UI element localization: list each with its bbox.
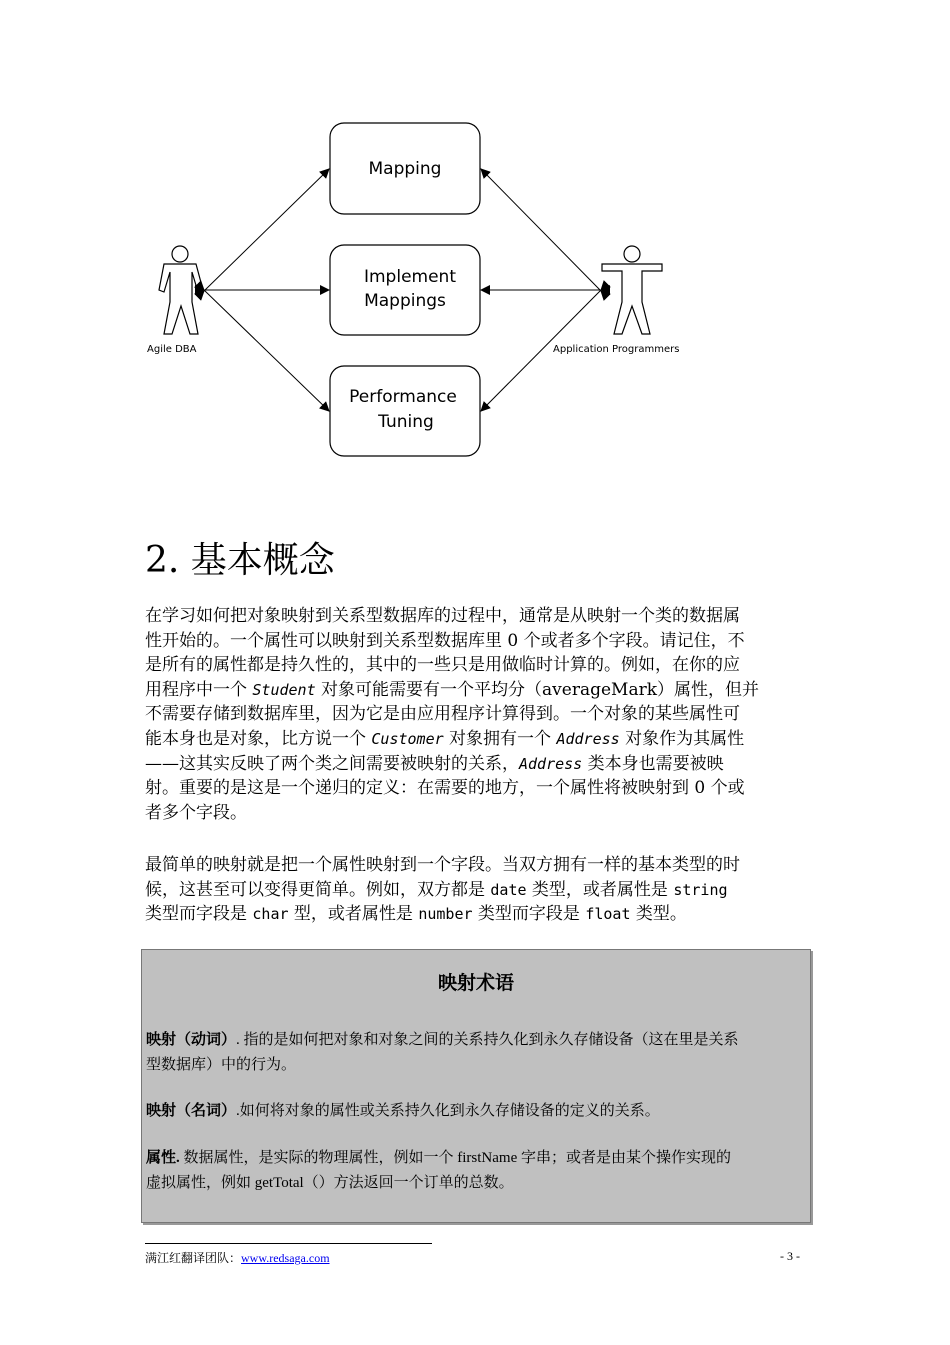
footer-rule	[145, 1243, 432, 1244]
term-property	[146, 1146, 806, 1196]
term-line: 虚拟属性，例如 getTotal（）方法返回一个订单的总数。	[146, 1175, 514, 1191]
footer-link[interactable]: www.redsaga.com	[241, 1251, 330, 1265]
text-run: 类本身也需要被映	[582, 753, 724, 774]
term-mapping-noun	[146, 1099, 806, 1124]
dba-to-mapping-arrow	[204, 169, 329, 291]
term-mapping-verb	[146, 1028, 806, 1078]
term-text: .如何将对象的属性或关系持久化到永久存储设备的定义的关系。	[236, 1103, 660, 1119]
term-line	[146, 1146, 806, 1171]
class-name-address: Address	[556, 729, 620, 748]
sidebar-title: 映射术语	[437, 973, 514, 994]
application-programmers-label: Application Programmers	[553, 344, 680, 355]
performance-label: Performance	[349, 387, 457, 407]
implement-mappings-box	[330, 245, 480, 335]
term-line	[146, 1028, 806, 1053]
paragraph-line: 射。重要的是这是一个递归的定义：在需要的地方，一个属性将被映射到 0 个或	[145, 778, 745, 799]
agile-dba-label: Agile DBA	[147, 344, 197, 355]
text-run: 对象拥有一个	[443, 728, 557, 749]
agile-dba-actor-icon	[159, 246, 203, 334]
term-line: 型数据库）中的行为。	[146, 1057, 297, 1073]
paragraph-line: 不需要存储到数据库里，因为它是由应用程序计算得到。一个对象的某些属性可	[145, 704, 740, 725]
type-char: char	[252, 905, 289, 924]
implement-label: Implement	[363, 267, 457, 287]
section-heading: 2. 基本概念	[145, 540, 335, 581]
paragraph-line: 者多个字段。	[145, 802, 247, 823]
text-run: 对象可能需要有一个平均分（averageMark）属性，但并	[315, 679, 760, 700]
paragraph-line: 最简单的映射就是把一个属性映射到一个字段。当双方拥有一样的基本类型的时	[145, 855, 740, 875]
mapping-label: Mapping	[368, 159, 442, 179]
paragraph-2	[145, 853, 815, 927]
paragraph-line: 在学习如何把对象映射到关系型数据库的过程中，通常是从映射一个类的数据属	[145, 606, 740, 626]
text-run: ——这其实反映了两个类之间需要被映射的关系，	[145, 753, 519, 774]
paragraph-line	[145, 878, 815, 903]
text-run: 用程序中一个	[145, 679, 253, 700]
paragraph-line: 性开始的。一个属性可以映射到关系型数据库里 0 个或者多个字段。请记住，不	[145, 630, 745, 651]
mappings-label: Mappings	[364, 291, 446, 311]
type-number: number	[418, 905, 473, 924]
term-text: 数据属性，是实际的物理属性，例如一个 firstName 字串；或者是由某个操作实现的	[179, 1150, 731, 1166]
class-name-customer: Customer	[371, 729, 444, 748]
footer-team: 满江红翻译团队：	[145, 1251, 242, 1265]
programmers-to-mapping-arrow	[481, 169, 601, 291]
paragraph-line	[145, 752, 815, 777]
type-date: date	[490, 880, 527, 899]
term-label: 映射（动词）	[146, 1032, 237, 1048]
application-programmers-actor-icon	[602, 246, 662, 334]
footer-credit	[145, 1249, 330, 1266]
term-label: 属性.	[146, 1150, 180, 1166]
term-line	[146, 1099, 806, 1124]
text-run: 能本身也是对象，比方说一个	[145, 728, 372, 749]
text-run: 类型而字段是	[145, 904, 253, 925]
text-run: 对象作为其属性	[619, 728, 745, 749]
mapping-terminology-box	[141, 949, 811, 1223]
roles-diagram	[0, 0, 950, 480]
paragraph-1	[145, 604, 815, 825]
class-name-address: Address	[519, 754, 583, 773]
text-run: 类型而字段是	[472, 904, 586, 925]
type-string: string	[673, 880, 728, 899]
performance-tuning-box	[330, 366, 480, 456]
paragraph-line	[145, 902, 815, 927]
term-label: 映射（名词）	[146, 1103, 237, 1119]
paragraph-line	[145, 678, 815, 703]
paragraph-line	[145, 727, 815, 752]
paragraph-line: 是所有的属性都是持久性的，其中的一些只是用做临时计算的。例如，在你的应	[145, 655, 740, 676]
text-run: 型，或者属性是	[288, 904, 419, 925]
text-run: 类型。	[630, 904, 687, 925]
page-number: - 3 -	[780, 1249, 800, 1263]
type-float: float	[585, 905, 631, 924]
dba-to-performance-arrow	[204, 290, 329, 411]
term-text: . 指的是如何把对象和对象之间的关系持久化到永久存储设备（这在里是关系	[236, 1032, 739, 1048]
text-run: 类型，或者属性是	[526, 879, 674, 900]
tuning-label: Tuning	[378, 412, 434, 432]
text-run: 候，这甚至可以变得更简单。例如，双方都是	[145, 879, 491, 900]
class-name-student: Student	[252, 680, 316, 699]
